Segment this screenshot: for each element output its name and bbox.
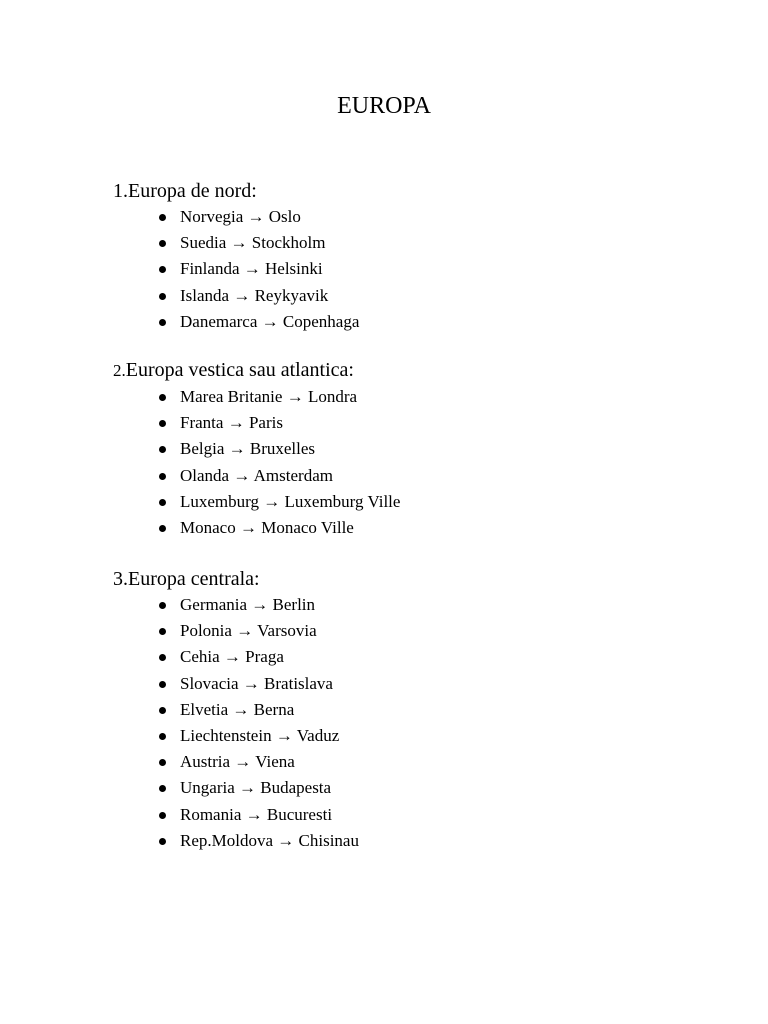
bullet-icon: [159, 525, 166, 532]
capital-name: Bratislava: [264, 673, 333, 693]
capital-name: Vaduz: [296, 726, 340, 746]
bullet-icon: [159, 785, 166, 792]
list-item: [113, 828, 713, 854]
list-item: [113, 204, 713, 230]
arrow-icon: →: [243, 259, 261, 279]
bullet-icon: [159, 293, 166, 300]
section-europa-vestica: [113, 357, 713, 541]
country-name: Norvegia: [180, 207, 244, 226]
list-item: [113, 489, 713, 515]
list-item: [113, 515, 713, 541]
bullet-icon: [159, 319, 166, 326]
capital-name: Oslo: [268, 207, 301, 226]
arrow-icon: →: [242, 673, 260, 693]
capital-name: Monaco Ville: [261, 518, 354, 538]
country-name: Cehia: [180, 647, 220, 667]
bullet-icon: [159, 838, 166, 845]
bullet-icon: [159, 499, 166, 506]
capital-name: Luxemburg Ville: [284, 491, 401, 511]
arrow-icon: →: [233, 465, 251, 485]
list-item: [113, 802, 713, 828]
bullet-icon: [159, 654, 166, 661]
bullet-icon: [159, 473, 166, 480]
country-name: Liechtenstein: [180, 726, 272, 746]
country-list: [113, 592, 713, 854]
capital-name: Helsinki: [265, 259, 323, 279]
arrow-icon: →: [251, 595, 269, 614]
arrow-icon: →: [228, 439, 246, 459]
arrow-icon: →: [247, 207, 265, 226]
list-item: [113, 463, 713, 489]
capital-name: Praga: [245, 647, 284, 667]
list-item: [113, 618, 713, 644]
capital-name: Amsterdam: [253, 465, 333, 485]
country-name: Elvetia: [180, 699, 229, 719]
country-name: Luxemburg: [180, 491, 260, 511]
bullet-icon: [159, 266, 166, 273]
list-item: [113, 436, 713, 462]
section-heading: [113, 178, 713, 204]
section-heading: [113, 566, 713, 592]
bullet-icon: [159, 812, 166, 819]
country-name: Franta: [180, 413, 224, 433]
arrow-icon: →: [245, 804, 263, 824]
country-name: Danemarca: [180, 311, 258, 331]
section-heading: [113, 357, 713, 384]
country-list: [113, 204, 713, 335]
bullet-icon: [159, 240, 166, 247]
list-item: [113, 775, 713, 801]
arrow-icon: →: [277, 830, 295, 850]
list-item: [113, 749, 713, 775]
list-item: [113, 723, 713, 749]
bullet-icon: [159, 628, 166, 635]
country-name: Polonia: [180, 621, 232, 641]
country-name: Slovacia: [180, 673, 239, 693]
capital-name: Reykyavik: [254, 285, 329, 305]
country-name: Germania: [180, 595, 248, 614]
list-item: [113, 697, 713, 723]
list-item: [113, 230, 713, 256]
arrow-icon: →: [239, 518, 257, 538]
list-item: [113, 592, 713, 618]
list-item: [113, 283, 713, 309]
capital-name: Copenhaga: [282, 311, 360, 331]
bullet-icon: [159, 394, 166, 401]
capital-name: Berna: [253, 699, 295, 719]
capital-name: Berlin: [272, 595, 316, 614]
country-list: [113, 384, 713, 541]
capital-name: Bucuresti: [266, 804, 333, 824]
list-item: [113, 644, 713, 670]
capital-name: Varsovia: [257, 621, 317, 641]
section-number: 1.: [113, 180, 128, 202]
arrow-icon: →: [286, 387, 304, 406]
section-europa-centrala: [113, 566, 713, 854]
section-number: 3.: [113, 568, 128, 590]
country-name: Romania: [180, 804, 242, 824]
country-name: Austria: [180, 752, 231, 772]
capital-name: Bruxelles: [249, 439, 316, 459]
arrow-icon: →: [234, 752, 252, 772]
capital-name: Chisinau: [298, 830, 359, 850]
bullet-icon: [159, 733, 166, 740]
document-title: EUROPA: [337, 93, 431, 119]
arrow-icon: →: [230, 233, 248, 253]
arrow-icon: →: [227, 413, 245, 433]
list-item: [113, 384, 713, 410]
arrow-icon: →: [239, 778, 257, 798]
section-number: 2.: [113, 361, 126, 380]
arrow-icon: →: [261, 311, 279, 331]
arrow-icon: →: [233, 285, 251, 305]
country-name: Ungaria: [180, 778, 235, 798]
bullet-icon: [159, 214, 166, 221]
section-title: Europa de nord:: [128, 180, 257, 202]
country-name: Islanda: [180, 285, 230, 305]
arrow-icon: →: [232, 699, 250, 719]
section-europa-de-nord: [113, 178, 713, 335]
capital-name: Stockholm: [251, 233, 326, 253]
bullet-icon: [159, 681, 166, 688]
country-name: Belgia: [180, 439, 225, 459]
section-title: Europa vestica sau atlantica:: [125, 359, 354, 381]
capital-name: Londra: [307, 387, 358, 406]
capital-name: Budapesta: [260, 778, 332, 798]
arrow-icon: →: [263, 491, 281, 511]
bullet-icon: [159, 420, 166, 427]
list-item: [113, 309, 713, 335]
capital-name: Paris: [248, 413, 283, 433]
arrow-icon: →: [275, 726, 293, 746]
bullet-icon: [159, 759, 166, 766]
country-name: Monaco: [180, 518, 236, 538]
list-item: [113, 671, 713, 697]
country-name: Rep.Moldova: [180, 830, 274, 850]
country-name: Marea Britanie: [180, 387, 283, 406]
capital-name: Viena: [255, 752, 295, 772]
list-item: [113, 410, 713, 436]
country-name: Finlanda: [180, 259, 240, 279]
arrow-icon: →: [223, 647, 241, 667]
bullet-icon: [159, 446, 166, 453]
bullet-icon: [159, 602, 166, 609]
bullet-icon: [159, 707, 166, 714]
arrow-icon: →: [236, 621, 254, 641]
country-name: Suedia: [180, 233, 227, 253]
section-title: Europa centrala:: [128, 568, 260, 590]
list-item: [113, 256, 713, 282]
country-name: Olanda: [180, 465, 230, 485]
